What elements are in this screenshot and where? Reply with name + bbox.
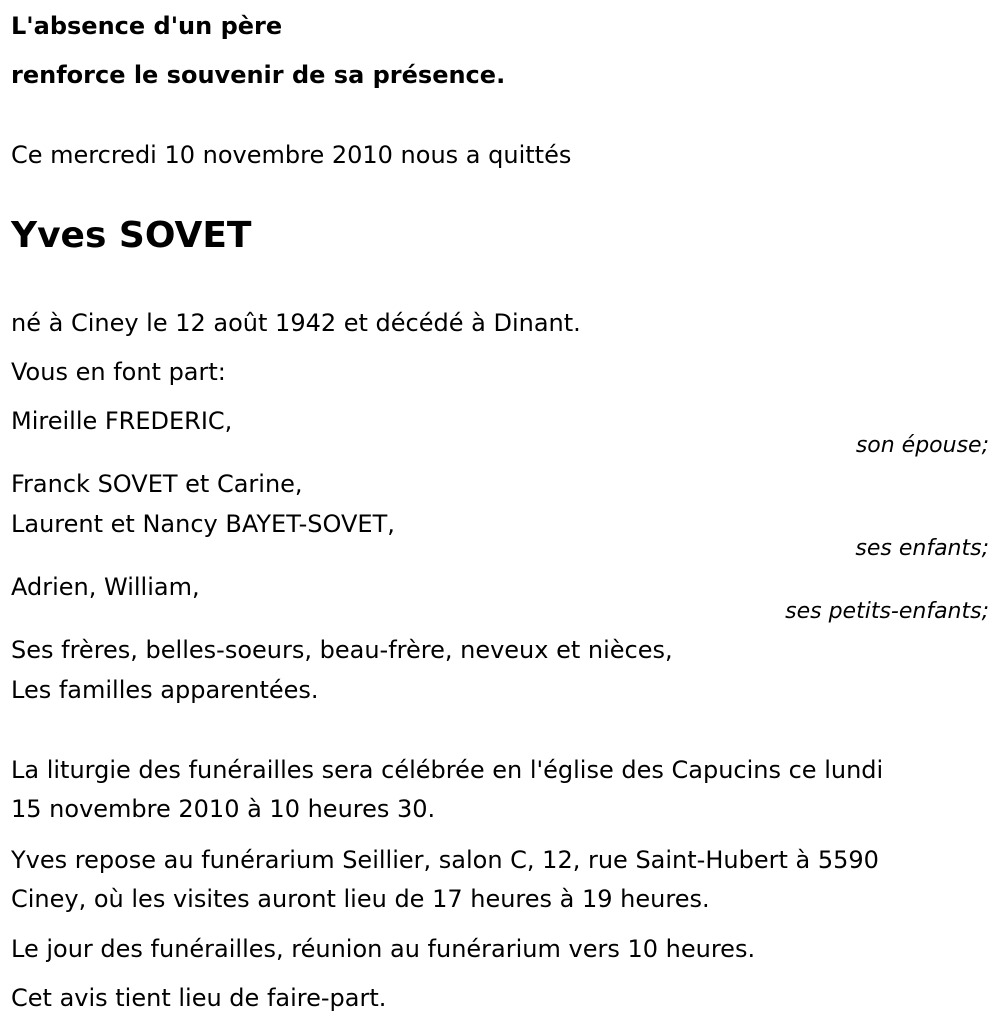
birth-death-text: né à Ciney le 12 août 1942 et décédé à Dinant. bbox=[11, 309, 581, 337]
quote-line-2: renforce le souvenir de sa présence. bbox=[11, 61, 506, 89]
siblings-text: Ses frères, belles-soeurs, beau-frère, neveux et nièces, bbox=[11, 636, 673, 664]
grandchildren-names: Adrien, William, bbox=[11, 573, 200, 601]
rest-line-1: Yves repose au funérarium Seillier, salon C, 12, rue Saint-Hubert à 5590 bbox=[11, 846, 879, 874]
notice-text: Cet avis tient lieu de faire-part. bbox=[11, 984, 387, 1012]
rest-line-2: Ciney, où les visites auront lieu de 17 heures à 19 heures. bbox=[11, 885, 710, 913]
related-families-text: Les familles apparentées. bbox=[11, 676, 319, 704]
liturgy-line-2: 15 novembre 2010 à 10 heures 30. bbox=[11, 795, 436, 823]
deceased-name: Yves SOVET bbox=[11, 215, 252, 256]
spouse-role: son épouse; bbox=[855, 433, 989, 458]
child-2: Laurent et Nancy BAYET-SOVET, bbox=[11, 510, 395, 538]
intro-text: Ce mercredi 10 novembre 2010 nous a quittés bbox=[11, 141, 572, 169]
child-1: Franck SOVET et Carine, bbox=[11, 470, 303, 498]
grandchildren-role: ses petits-enfants; bbox=[785, 599, 989, 624]
quote-line-1: L'absence d'un père bbox=[11, 12, 283, 40]
children-role: ses enfants; bbox=[855, 536, 989, 561]
liturgy-line-1: La liturgie des funérailles sera célébrée en l'église des Capucins ce lundi bbox=[11, 756, 884, 784]
funeral-day-info: Le jour des funérailles, réunion au funérarium vers 10 heures. bbox=[11, 935, 756, 963]
spouse-name: Mireille FREDERIC, bbox=[11, 407, 233, 435]
announce-text: Vous en font part: bbox=[11, 358, 226, 386]
